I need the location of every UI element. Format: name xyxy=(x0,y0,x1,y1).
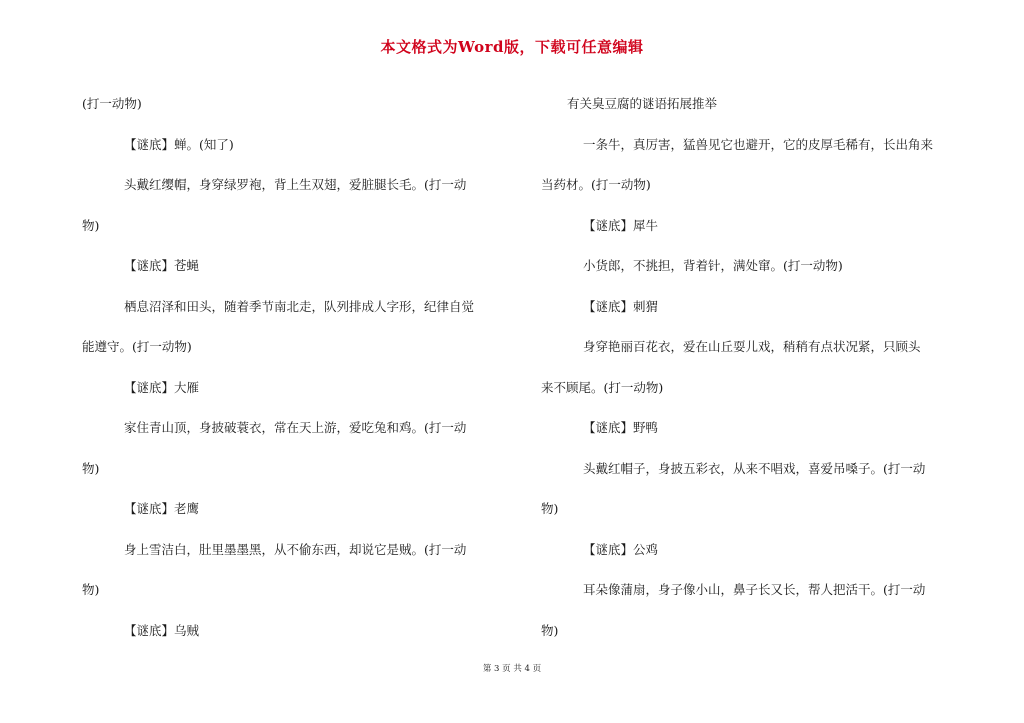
riddle-line: 栖息沼泽和田头，随着季节南北走，队列排成人字形，纪律自觉 xyxy=(124,298,475,314)
riddle-line: 一条牛，真厉害，猛兽见它也避开，它的皮厚毛稀有，长出角来 xyxy=(583,136,934,152)
riddle-line: 耳朵像蒲扇，身子像小山，鼻子长又长，帮人把活干。(打一动 xyxy=(583,582,926,597)
document-header: 本文格式为Word版，下载可任意编辑 xyxy=(380,38,644,56)
answer: 【谜底】乌贼 xyxy=(124,622,200,638)
answer: 【谜底】犀牛 xyxy=(583,217,659,233)
riddle-line-continued: 物) xyxy=(82,582,100,597)
riddle-line-continued: 物) xyxy=(82,460,100,476)
answer: 【谜底】老鹰 xyxy=(124,501,200,516)
answer: 【谜底】野鸭 xyxy=(583,420,659,435)
answer: 【谜底】苍蝇 xyxy=(124,258,200,273)
answer: 【谜底】公鸡 xyxy=(583,541,659,557)
riddle-line-continued: 来不顾尾。(打一动物) xyxy=(541,379,664,395)
answer: 【谜底】刺猬 xyxy=(583,298,659,314)
riddle-line: 小货郎，不挑担，背着针，满处窜。(打一动物) xyxy=(583,258,843,273)
riddle-line: 头戴红缨帽，身穿绿罗袍，背上生双翅，爱脏腿长毛。(打一动 xyxy=(124,177,467,192)
riddle-line-continued: 物) xyxy=(82,217,100,233)
riddle-line: 身穿艳丽百花衣，爱在山丘耍儿戏，稍稍有点状况紧，只顾头 xyxy=(583,339,921,354)
riddle-line-continued: 当药材。(打一动物) xyxy=(541,177,651,192)
paragraph: (打一动物) xyxy=(82,96,142,111)
riddle-line: 头戴红帽子，身披五彩衣，从来不唱戏，喜爱吊嗓子。(打一动 xyxy=(583,460,926,476)
section-heading: 有关臭豆腐的谜语拓展推举 xyxy=(567,96,718,111)
riddle-line-continued: 物) xyxy=(541,622,559,638)
riddle-line-continued: 能遵守。(打一动物) xyxy=(82,339,192,354)
answer: 【谜底】大雁 xyxy=(124,379,200,395)
riddle-line: 身上雪洁白，肚里墨墨黑，从不偷东西，却说它是贼。(打一动 xyxy=(124,541,467,557)
right-column xyxy=(541,84,961,651)
answer: 【谜底】蝉。(知了) xyxy=(124,136,234,152)
riddle-line: 家住青山顶，身披破蓑衣，常在天上游，爱吃兔和鸡。(打一动 xyxy=(124,420,467,435)
riddle-line-continued: 物) xyxy=(541,501,559,516)
page-number: 第 3 页 共 4 页 xyxy=(482,664,542,674)
left-column xyxy=(82,84,502,651)
